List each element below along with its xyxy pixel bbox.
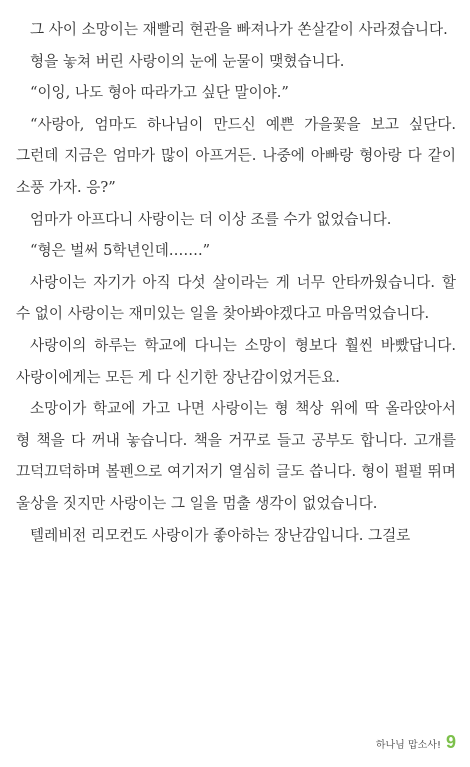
paragraph: “사랑아, 엄마도 하나님이 만드신 예쁜 가을꽃을 보고 싶단다. 그런데 지금은 엄마가 많이 아프거든. 나중에 아빠랑 형아랑 다 같이 소풍 가자. 응?” — [16, 115, 456, 196]
paragraph: 엄마가 아프다니 사랑이는 더 이상 조를 수가 없었습니다. — [30, 210, 392, 228]
paragraph: “이잉, 나도 형아 따라가고 싶단 말이야.” — [30, 84, 289, 102]
page-number: 9 — [445, 732, 456, 752]
paragraph: 그 사이 소망이는 재빨리 현관을 빠져나가 쏜살같이 사라졌습니다. — [30, 21, 448, 38]
paragraph: 소망이가 학교에 가고 나면 사랑이는 형 책상 위에 딱 올라앉아서 형 책을 다 꺼내 놓습니다. 책을 거꾸로 들고 공부도 합니다. 고개를 끄덕끄덕하며 볼펜으로 여기저기 열심히 글도 씁니다. 형이 펄펄 뛰며 울상을 짓지만 사랑이는 그 일을 멈출 생각이 없었습니다. — [16, 400, 456, 512]
paragraph: 텔레비전 리모컨도 사랑이가 좋아하는 장난감입니다. 그걸로 — [30, 526, 411, 544]
book-title: 하나님 맙소사! — [375, 740, 441, 751]
paragraph: 사랑이는 자기가 아직 다섯 살이라는 게 너무 안타까웠습니다. 할 수 없이 사랑이는 재미있는 일을 찾아봐야겠다고 마음먹었습니다. — [16, 273, 456, 323]
page-footer — [376, 732, 456, 753]
paragraph: 형을 놓쳐 버린 사랑이의 눈에 눈물이 맺혔습니다. — [30, 52, 345, 70]
body-text — [16, 14, 456, 551]
paragraph: “형은 벌써 5학년인데…….” — [30, 242, 211, 260]
paragraph: 사랑이의 하루는 학교에 다니는 소망이 형보다 훨씬 바빴답니다. 사랑이에게는 모든 게 다 신기한 장난감이었거든요. — [16, 336, 456, 386]
